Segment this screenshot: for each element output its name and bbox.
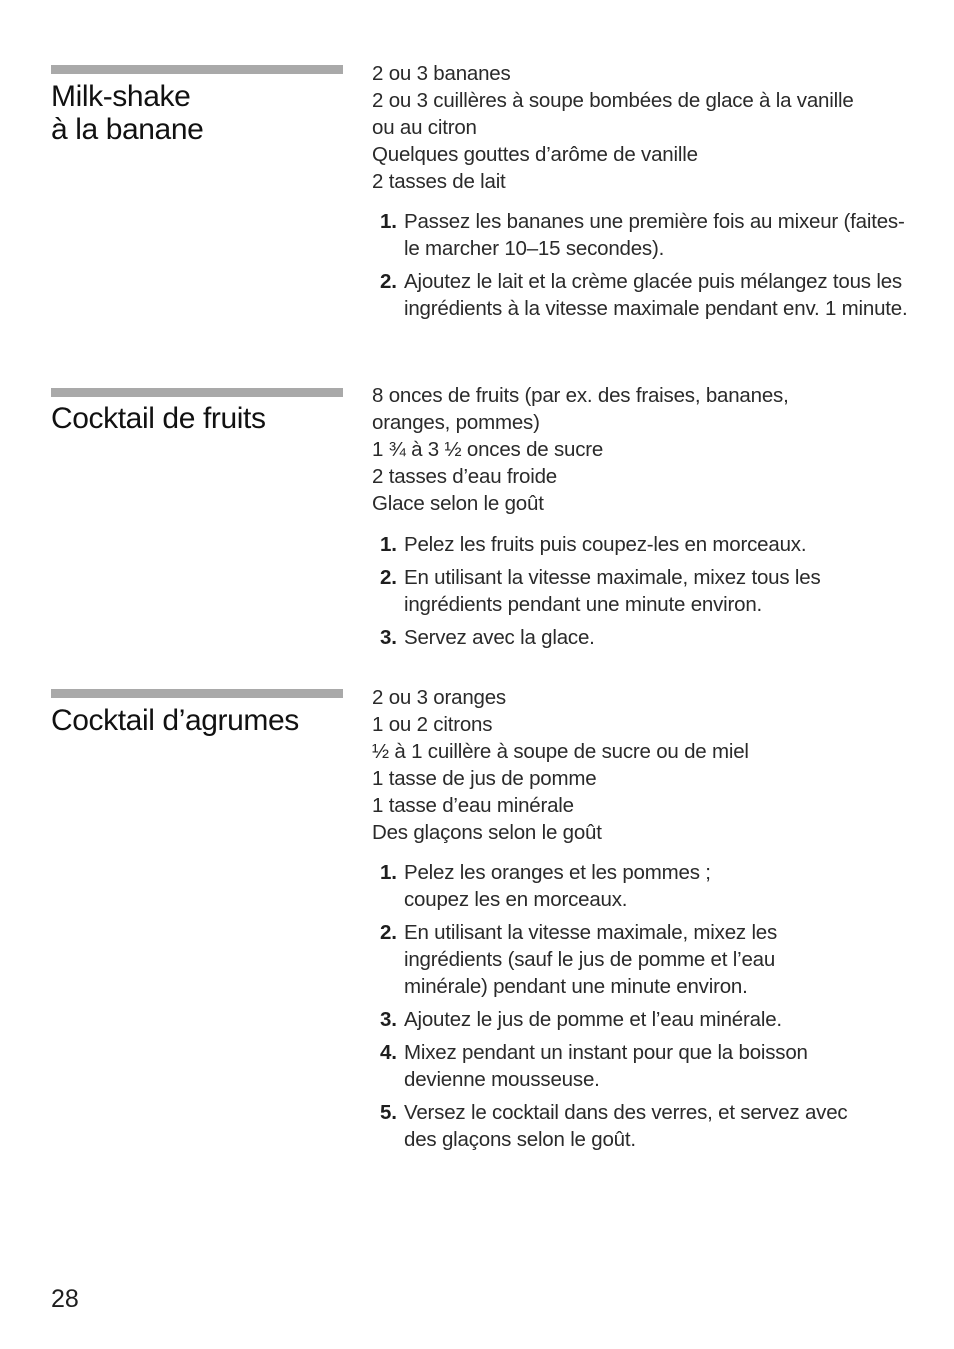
step-number: 1. <box>380 210 397 233</box>
step-text: Versez le cocktail dans des verres, et servez avec des glaçons selon le goût. <box>404 1101 848 1151</box>
step-number: 1. <box>380 861 397 884</box>
step-text: En utilisant la vitesse maximale, mixez les ingrédients (sauf le jus de pomme et l’eau minérale) pendant une minute environ. <box>404 921 778 998</box>
ingredient-item: 2 ou 3 oranges <box>372 686 506 709</box>
step-number: 1. <box>380 533 397 556</box>
ingredient-item: 1 tasse d’eau minérale <box>372 794 574 817</box>
step-text: Pelez les oranges et les pommes ; coupez les en morceaux. <box>404 861 711 911</box>
ingredient-item: Quelques gouttes d’arôme de vanille <box>372 143 698 166</box>
ingredient-item: 1 ou 2 citrons <box>372 713 493 736</box>
ingredient-item: oranges, pommes) <box>372 411 540 434</box>
ingredient-item: 1 ¾ à 3 ½ onces de sucre <box>372 438 604 461</box>
step-item <box>380 919 844 1000</box>
step-item <box>380 1006 910 1033</box>
step-item <box>380 624 910 651</box>
ingredient-item: Glace selon le goût <box>372 492 544 515</box>
step-item <box>380 1039 884 1093</box>
step-text: Passez les bananes une première fois au mixeur (faites-le marcher 10–15 secondes). <box>404 210 905 260</box>
step-number: 3. <box>380 1008 397 1031</box>
step-item <box>380 268 910 322</box>
ingredient-item: 8 onces de fruits (par ex. des fraises, bananes, <box>372 384 789 407</box>
section-rule <box>51 689 343 698</box>
section-rule <box>51 388 343 397</box>
ingredient-item: Des glaçons selon le goût <box>372 821 602 844</box>
step-item <box>380 1099 874 1153</box>
step-item <box>380 208 910 262</box>
step-number: 3. <box>380 626 397 649</box>
recipe-title: Cocktail de fruits <box>51 402 266 435</box>
step-number: 2. <box>380 921 397 944</box>
step-number: 4. <box>380 1041 397 1064</box>
ingredient-item: 2 ou 3 cuillères à soupe bombées de glace à la vanille <box>372 89 854 112</box>
page-number: 28 <box>51 1285 79 1313</box>
ingredient-item: 1 tasse de jus de pomme <box>372 767 597 790</box>
step-item <box>380 531 910 558</box>
ingredient-list <box>372 60 912 195</box>
recipe-title: Milk-shake à la banane <box>51 80 204 146</box>
step-number: 2. <box>380 566 397 589</box>
ingredient-item: 2 tasses de lait <box>372 170 506 193</box>
step-item <box>380 564 854 618</box>
ingredient-item: ou au citron <box>372 116 477 139</box>
step-text: Pelez les fruits puis coupez-les en morceaux. <box>404 533 807 556</box>
step-text: Mixez pendant un instant pour que la boisson devienne mousseuse. <box>404 1041 808 1091</box>
ingredient-item: 2 ou 3 bananes <box>372 62 511 85</box>
ingredient-item: 2 tasses d’eau froide <box>372 465 557 488</box>
step-list <box>380 859 910 1159</box>
ingredient-list <box>372 684 912 846</box>
step-number: 2. <box>380 270 397 293</box>
ingredient-item: ½ à 1 cuillère à soupe de sucre ou de miel <box>372 740 749 763</box>
section-rule <box>51 65 343 74</box>
step-list <box>380 531 910 657</box>
step-item <box>380 859 764 913</box>
step-text: Ajoutez le jus de pomme et l’eau minérale. <box>404 1008 782 1031</box>
step-text: Servez avec la glace. <box>404 626 595 649</box>
step-text: Ajoutez le lait et la crème glacée puis mélangez tous les ingrédients à la vitesse maximale pendant env. 1 minute. <box>404 270 908 320</box>
recipe-title: Cocktail d’agrumes <box>51 704 299 737</box>
step-list <box>380 208 910 328</box>
step-text: En utilisant la vitesse maximale, mixez tous les ingrédients pendant une minute environ. <box>404 566 821 616</box>
step-number: 5. <box>380 1101 397 1124</box>
ingredient-list <box>372 382 912 517</box>
